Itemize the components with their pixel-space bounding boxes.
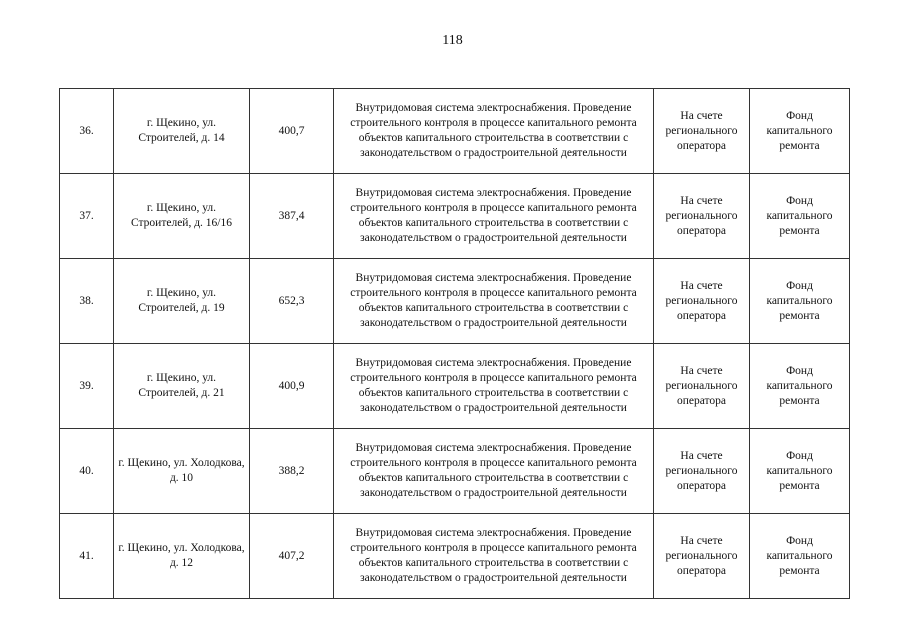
address-cell: г. Щекино, ул. Строителей, д. 21	[114, 344, 250, 429]
table-row	[60, 259, 850, 344]
address-cell: г. Щекино, ул. Строителей, д. 14	[114, 89, 250, 174]
row-number: 36.	[60, 89, 114, 174]
work-description-cell: Внутридомовая система электроснабжения. Проведение строительного контроля в процессе капитального ремонта объектов капитального строительства в соответствии с законодательством о градостроительной деятельности	[334, 259, 654, 344]
area-cell: 400,7	[250, 89, 334, 174]
page-number: 118	[442, 33, 463, 48]
account-cell: На счете регионального оператора	[654, 344, 750, 429]
row-number: 41.	[60, 514, 114, 599]
row-number: 38.	[60, 259, 114, 344]
row-number: 39.	[60, 344, 114, 429]
area-cell: 387,4	[250, 174, 334, 259]
address-cell: г. Щекино, ул. Холодкова, д. 10	[114, 429, 250, 514]
repair-table	[59, 88, 850, 599]
work-description-cell: Внутридомовая система электроснабжения. Проведение строительного контроля в процессе капитального ремонта объектов капитального строительства в соответствии с законодательством о градостроительной деятельности	[334, 344, 654, 429]
area-cell: 388,2	[250, 429, 334, 514]
account-cell: На счете регионального оператора	[654, 514, 750, 599]
fund-cell: Фонд капитального ремонта	[750, 174, 850, 259]
fund-cell: Фонд капитального ремонта	[750, 429, 850, 514]
area-cell: 652,3	[250, 259, 334, 344]
fund-cell: Фонд капитального ремонта	[750, 89, 850, 174]
account-cell: На счете регионального оператора	[654, 89, 750, 174]
account-cell: На счете регионального оператора	[654, 259, 750, 344]
address-cell: г. Щекино, ул. Строителей, д. 16/16	[114, 174, 250, 259]
fund-cell: Фонд капитального ремонта	[750, 344, 850, 429]
area-cell: 400,9	[250, 344, 334, 429]
table-row	[60, 429, 850, 514]
table-row	[60, 174, 850, 259]
work-description-cell: Внутридомовая система электроснабжения. Проведение строительного контроля в процессе капитального ремонта объектов капитального строительства в соответствии с законодательством о градостроительной деятельности	[334, 514, 654, 599]
table-row	[60, 344, 850, 429]
area-cell: 407,2	[250, 514, 334, 599]
row-number: 40.	[60, 429, 114, 514]
fund-cell: Фонд капитального ремонта	[750, 514, 850, 599]
table-row	[60, 89, 850, 174]
fund-cell: Фонд капитального ремонта	[750, 259, 850, 344]
address-cell: г. Щекино, ул. Холодкова, д. 12	[114, 514, 250, 599]
table-row	[60, 514, 850, 599]
work-description-cell: Внутридомовая система электроснабжения. Проведение строительного контроля в процессе капитального ремонта объектов капитального строительства в соответствии с законодательством о градостроительной деятельности	[334, 429, 654, 514]
account-cell: На счете регионального оператора	[654, 174, 750, 259]
work-description-cell: Внутридомовая система электроснабжения. Проведение строительного контроля в процессе капитального ремонта объектов капитального строительства в соответствии с законодательством о градостроительной деятельности	[334, 89, 654, 174]
row-number: 37.	[60, 174, 114, 259]
work-description-cell: Внутридомовая система электроснабжения. Проведение строительного контроля в процессе капитального ремонта объектов капитального строительства в соответствии с законодательством о градостроительной деятельности	[334, 174, 654, 259]
account-cell: На счете регионального оператора	[654, 429, 750, 514]
address-cell: г. Щекино, ул. Строителей, д. 19	[114, 259, 250, 344]
